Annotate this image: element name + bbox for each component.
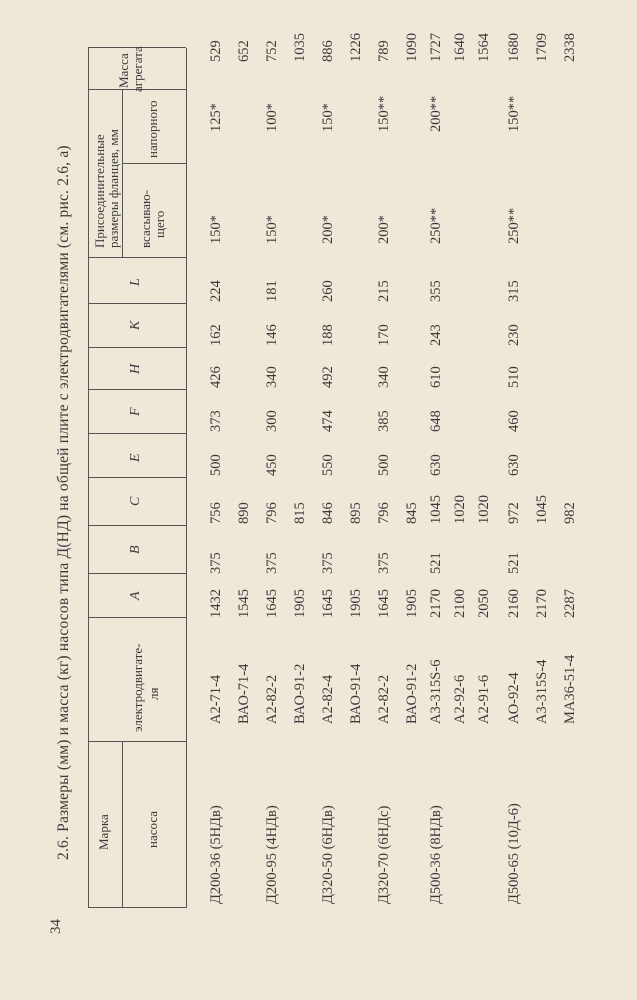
cell-mass: 886: [320, 40, 336, 62]
cell-mass: 2338: [562, 33, 578, 62]
cell-mass: 1090: [404, 33, 420, 62]
cell-b: 375: [264, 552, 280, 574]
cell-motor: А2-82-2: [376, 674, 392, 724]
cell-c: 796: [264, 502, 280, 524]
cell-motor: ВАО-71-4: [236, 663, 252, 724]
cell-k: 243: [428, 324, 444, 346]
cell-c: 815: [292, 502, 308, 524]
cell-h: 340: [264, 366, 280, 388]
cell-e: 550: [320, 454, 336, 476]
cell-c: 1020: [476, 495, 492, 524]
cell-b: 375: [376, 552, 392, 574]
table-title: 2.6. Размеры (мм) и масса (кг) насосов типа Д(НД) на общей плите с электродвигателями (см. рис. 2.6, а): [55, 145, 72, 860]
cell-mass: 1680: [506, 33, 522, 62]
cell-a: 1645: [264, 589, 280, 618]
cell-a: 1645: [320, 589, 336, 618]
column-rule: [88, 477, 186, 478]
header-pump: насоса: [145, 810, 160, 848]
cell-f: 373: [208, 410, 224, 432]
cell-k: 162: [208, 324, 224, 346]
cell-mass: 1226: [348, 33, 364, 62]
cell-mass: 752: [264, 40, 280, 62]
cell-l: 181: [264, 280, 280, 302]
cell-b: 375: [208, 552, 224, 574]
cell-c: 890: [236, 502, 252, 524]
cell-motor: А3-315S-4: [534, 659, 550, 724]
header-motor-1: электродвигате-: [130, 643, 145, 732]
cell-c: 756: [208, 502, 224, 524]
page-number: 34: [48, 919, 64, 934]
header-motor-2: ля: [146, 687, 161, 700]
cell-pressure: 200**: [428, 95, 444, 132]
header-col-b: B: [128, 545, 143, 554]
cell-a: 2050: [476, 589, 492, 618]
header-col-e: E: [128, 453, 143, 462]
cell-c: 845: [404, 502, 420, 524]
header-col-h: H: [128, 363, 143, 374]
cell-c: 1045: [534, 495, 550, 524]
cell-motor: А2-82-2: [264, 674, 280, 724]
cell-motor: А2-82-4: [320, 674, 336, 724]
flange-header-rule: [122, 90, 123, 258]
cell-pressure: 150**: [506, 95, 522, 132]
header-brand: Марка: [96, 814, 111, 850]
cell-e: 630: [506, 454, 522, 476]
header-flange-1: Присоединительные: [92, 134, 107, 248]
cell-h: 492: [320, 366, 336, 388]
cell-mass: 789: [376, 40, 392, 62]
cell-a: 1905: [292, 589, 308, 618]
cell-a: 2287: [562, 589, 578, 618]
cell-f: 460: [506, 410, 522, 432]
cell-mass: 1035: [292, 33, 308, 62]
header-col-k: K: [128, 320, 143, 330]
cell-a: 2100: [452, 589, 468, 618]
header-flange-2: размеры фланцев, мм: [106, 129, 121, 248]
column-rule: [88, 741, 186, 742]
cell-pressure: 150*: [320, 103, 336, 132]
cell-c: 796: [376, 502, 392, 524]
cell-a: 2170: [534, 589, 550, 618]
cell-e: 500: [376, 454, 392, 476]
header-col-a: A: [128, 591, 143, 600]
cell-motor: А3-315S-6: [428, 659, 444, 724]
cell-mass: 1564: [476, 33, 492, 62]
cell-motor: ВАО-91-4: [348, 663, 364, 724]
cell-b: 521: [428, 552, 444, 574]
cell-k: 230: [506, 324, 522, 346]
header-col-l: L: [128, 278, 143, 286]
header-col-f: F: [128, 407, 143, 416]
cell-k: 146: [264, 324, 280, 346]
cell-f: 474: [320, 410, 336, 432]
brand-split-rule: [122, 742, 123, 908]
header-mass-2: агрегата: [130, 46, 145, 92]
cell-pressure: 100*: [264, 103, 280, 132]
cell-l: 315: [506, 280, 522, 302]
header-left-rule: [88, 907, 186, 908]
cell-suction: 200*: [320, 215, 336, 244]
cell-motor: А2-91-6: [476, 674, 492, 724]
cell-suction: 150*: [208, 215, 224, 244]
cell-pump: Д500-36 (8НДв): [428, 805, 444, 904]
cell-pump: Д320-70 (6НДс): [376, 805, 392, 904]
cell-mass: 652: [236, 40, 252, 62]
column-rule: [88, 433, 186, 434]
cell-pump: Д200-36 (5НДв): [208, 805, 224, 904]
cell-h: 426: [208, 366, 224, 388]
cell-c: 1020: [452, 495, 468, 524]
cell-l: 260: [320, 280, 336, 302]
cell-c: 895: [348, 502, 364, 524]
column-rule: [88, 525, 186, 526]
cell-a: 2170: [428, 589, 444, 618]
cell-b: 375: [320, 552, 336, 574]
cell-b: 521: [506, 552, 522, 574]
cell-mass: 529: [208, 40, 224, 62]
cell-f: 300: [264, 410, 280, 432]
cell-k: 170: [376, 324, 392, 346]
cell-c: 982: [562, 502, 578, 524]
cell-suction: 250**: [428, 207, 444, 244]
cell-c: 1045: [428, 495, 444, 524]
cell-motor: А2-71-4: [208, 674, 224, 724]
cell-a: 1905: [404, 589, 420, 618]
column-rule: [88, 257, 186, 258]
cell-pump: Д200-95 (4НДв): [264, 805, 280, 904]
header-suction-2: щего: [152, 210, 167, 238]
header-pressure: напорного: [145, 100, 160, 158]
cell-motor: ВАО-91-2: [404, 663, 420, 724]
cell-a: 2160: [506, 589, 522, 618]
cell-e: 630: [428, 454, 444, 476]
cell-e: 450: [264, 454, 280, 476]
cell-l: 224: [208, 280, 224, 302]
header-col-c: C: [128, 496, 143, 506]
cell-a: 1432: [208, 589, 224, 618]
cell-f: 385: [376, 410, 392, 432]
cell-suction: 250**: [506, 207, 522, 244]
cell-motor: ВАО-91-2: [292, 663, 308, 724]
cell-suction: 150*: [264, 215, 280, 244]
cell-e: 500: [208, 454, 224, 476]
cell-motor: АО-92-4: [506, 672, 522, 724]
cell-pressure: 125*: [208, 103, 224, 132]
cell-h: 340: [376, 366, 392, 388]
cell-l: 355: [428, 280, 444, 302]
cell-mass: 1640: [452, 33, 468, 62]
cell-mass: 1727: [428, 33, 444, 62]
column-rule: [88, 303, 186, 304]
cell-pump: Д500-65 (10Д-6): [506, 803, 522, 904]
cell-motor: МА36-51-4: [562, 654, 578, 724]
cell-c: 846: [320, 502, 336, 524]
cell-l: 215: [376, 280, 392, 302]
cell-motor: А2-92-6: [452, 674, 468, 724]
column-rule: [88, 389, 186, 390]
column-rule: [88, 617, 186, 618]
cell-mass: 1709: [534, 33, 550, 62]
cell-c: 972: [506, 502, 522, 524]
cell-pump: Д320-50 (6НДв): [320, 805, 336, 904]
header-bottom-rule: [186, 48, 187, 908]
cell-suction: 200*: [376, 215, 392, 244]
column-rule: [88, 347, 186, 348]
table-top-rule: [88, 48, 89, 908]
column-rule: [88, 573, 186, 574]
cell-pressure: 150**: [376, 95, 392, 132]
flange-split-rule: [122, 163, 186, 164]
cell-a: 1905: [348, 589, 364, 618]
cell-a: 1545: [236, 589, 252, 618]
header-suction-1: всасываю-: [138, 189, 153, 248]
header-mass-1: Масса: [116, 53, 131, 88]
cell-f: 648: [428, 410, 444, 432]
cell-h: 510: [506, 366, 522, 388]
cell-a: 1645: [376, 589, 392, 618]
cell-k: 188: [320, 324, 336, 346]
cell-h: 610: [428, 366, 444, 388]
